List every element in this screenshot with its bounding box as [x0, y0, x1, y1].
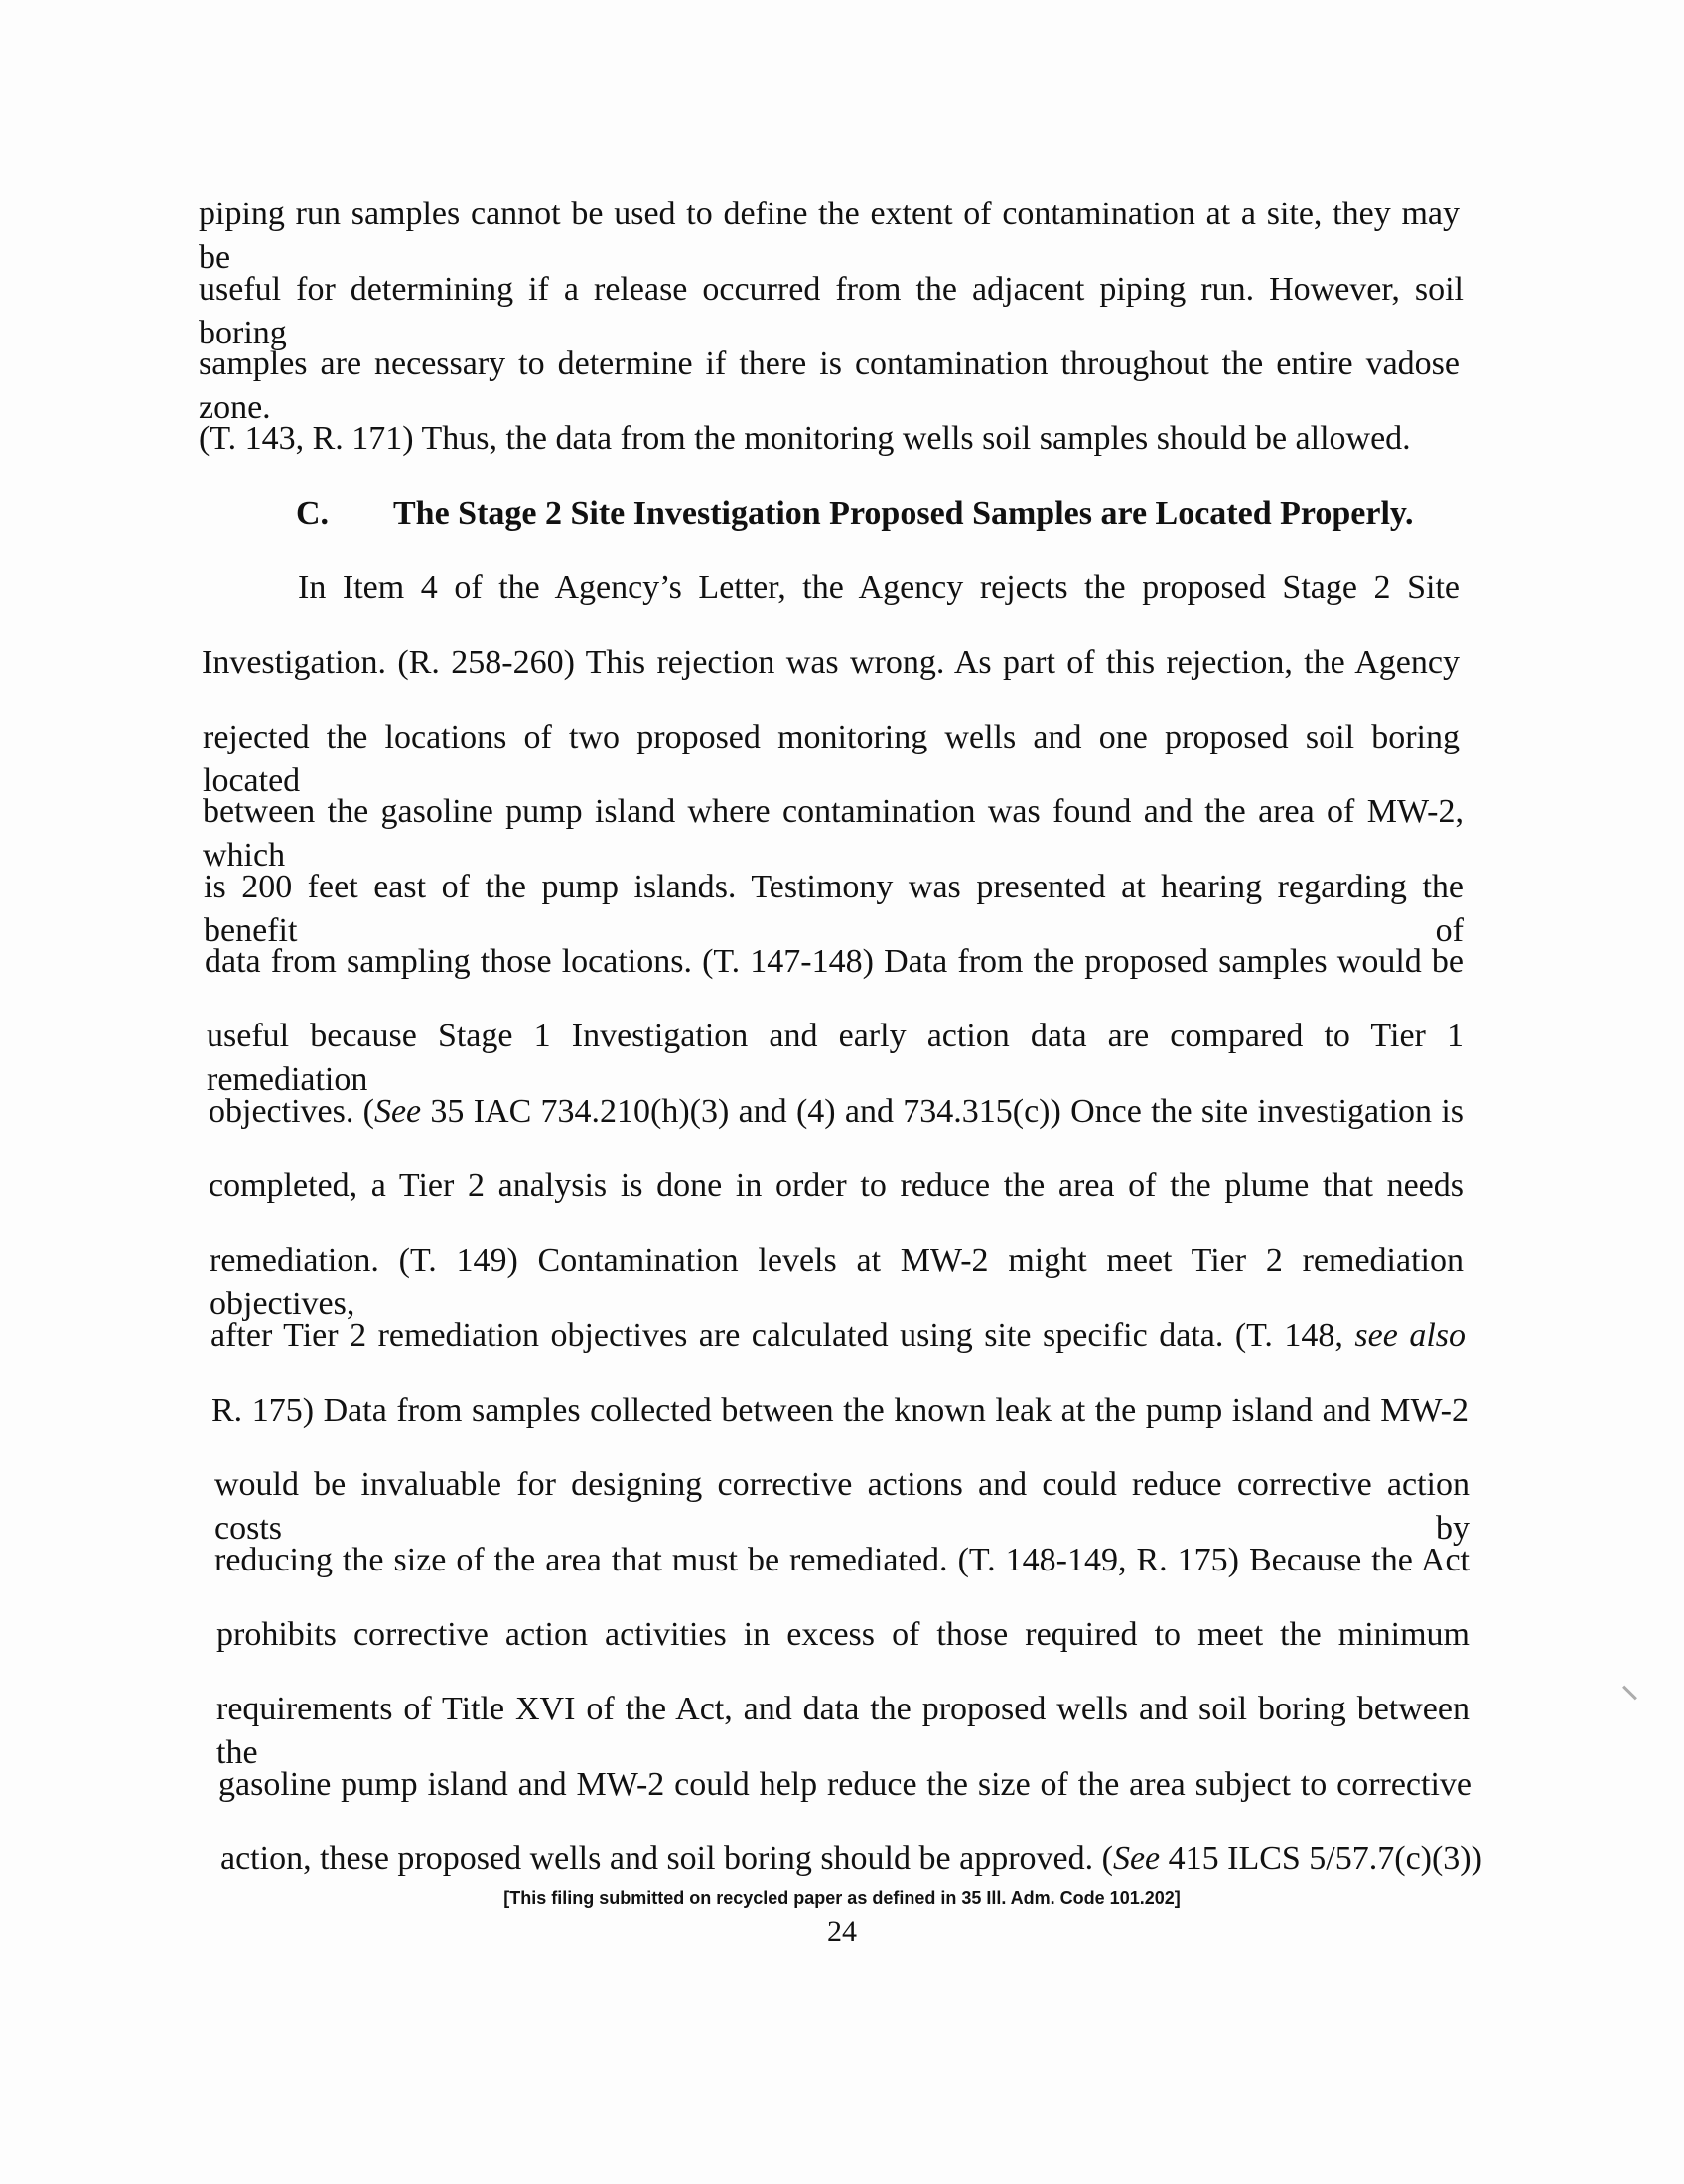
paragraph-line [220, 1838, 1511, 1881]
paragraph-line: completed, a Tier 2 analysis is done in order to reduce the area of the plume that needs [209, 1167, 1464, 1204]
paragraph-line: Investigation. (R. 258-260) This rejection was wrong. As part of this rejection, the Agency [202, 644, 1460, 681]
paragraph-line: data from sampling those locations. (T. 147-148) Data from the proposed samples would be [205, 943, 1464, 980]
paragraph-line: gasoline pump island and MW-2 could help reduce the size of the area subject to corrective [218, 1766, 1472, 1803]
paragraph-line: requirements of Title XVI of the Act, and data the proposed wells and soil boring between the [216, 1691, 1470, 1771]
page-number: 24 [827, 1915, 857, 1948]
text-run: action, these proposed wells and soil boring should be approved. ( [220, 1841, 1113, 1877]
body-line: samples are necessary to determine if there is contamination throughout the entire vadose zone. [199, 345, 1460, 426]
body-line: (T. 143, R. 171) Thus, the data from the monitoring wells soil samples should be allowed. [199, 420, 1411, 457]
paragraph-line [0, 1314, 1684, 1358]
paragraph-line: remediation. (T. 149) Contamination levels at MW-2 might meet Tier 2 remediation objectives, [210, 1242, 1464, 1322]
paragraph-line: is 200 feet east of the pump islands. Testimony was presented at hearing regarding the benefit of [204, 869, 1464, 949]
paragraph-line: R. 175) Data from samples collected between the known leak at the pump island and MW-2 [211, 1392, 1469, 1429]
paragraph-line: rejected the locations of two proposed monitoring wells and one proposed soil boring located [203, 719, 1460, 799]
recycled-paper-note: [This filing submitted on recycled paper as defined in 35 Ill. Adm. Code 101.202] [503, 1888, 1181, 1908]
citation-signal: See [373, 1093, 422, 1130]
body-line: useful for determining if a release occurred from the adjacent piping run. However, soil boring [199, 271, 1464, 351]
text-run: after Tier 2 remediation objectives are calculated using site specific data. (T. 148, [210, 1317, 1355, 1354]
paragraph-line: between the gasoline pump island where contamination was found and the area of MW-2, which [203, 793, 1464, 874]
text-run: 415 ILCS 5/57.7(c)(3)) [1160, 1841, 1482, 1877]
section-letter: C. [296, 495, 330, 532]
paragraph-line [0, 1090, 1684, 1134]
citation-signal: See [1112, 1841, 1161, 1877]
text-run: objectives. ( [209, 1093, 374, 1130]
section-heading [296, 492, 1487, 536]
paragraph-line: would be invaluable for designing corrective actions and could reduce corrective action costs by [214, 1466, 1470, 1547]
text-run: 35 IAC 734.210(h)(3) and (4) and 734.315(c)) Once the site investigation is [421, 1093, 1464, 1130]
paragraph-line: In Item 4 of the Agency’s Letter, the Agency rejects the proposed Stage 2 Site [298, 569, 1460, 606]
paragraph-line: useful because Stage 1 Investigation and early action data are compared to Tier 1 remediation [207, 1018, 1464, 1098]
paragraph-line: prohibits corrective action activities in excess of those required to meet the minimum [216, 1616, 1470, 1653]
body-line: piping run samples cannot be used to define the extent of contamination at a site, they may be [199, 196, 1460, 276]
section-title: The Stage 2 Site Investigation Proposed Samples are Located Properly. [393, 495, 1414, 532]
citation-signal: see also [1354, 1317, 1466, 1354]
paragraph-line: reducing the size of the area that must be remediated. (T. 148-149, R. 175) Because the Act [214, 1542, 1470, 1578]
